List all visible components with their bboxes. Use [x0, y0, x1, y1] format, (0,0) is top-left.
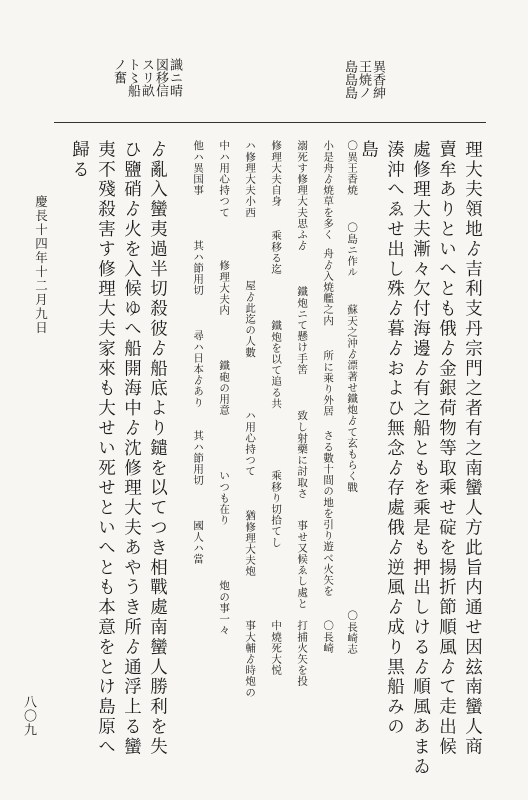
note-line-4a: 修理大夫自身 — [270, 140, 283, 207]
note-line-2c: 所に乘り外居 — [322, 350, 335, 417]
header-left-line-2: 図移信 — [153, 58, 168, 97]
note-line-5a: ハ修理大夫小西 — [244, 140, 257, 218]
body-line-1: 理大夫領地ゟ吉利支丹宗門之者有之南蠻人方此旨内通せ因玆南蠻人商 — [462, 140, 483, 757]
header-left-line-5: ノ奮 — [111, 58, 126, 84]
note-line-6d: いつも在り — [218, 470, 231, 526]
note-line-4c: 鐵炮を以て追る共 — [270, 320, 283, 409]
page-number: 八〇九 — [21, 695, 36, 737]
note-line-6e: 炮の事一々 — [218, 580, 231, 636]
note-line-7b: 其ハ節用切 — [192, 240, 205, 296]
note-line-7e: 國人ハ當 — [192, 520, 205, 565]
body-line-14: 歸る — [69, 140, 90, 180]
body-line-13: 夷不殘殺害す修理大夫家來も大せい死せといへとも本意をとけ島原へ — [95, 140, 116, 757]
note-line-7c: 尋ハ日本ゟあり — [192, 330, 205, 408]
body-line-4: 湊沖へゑせ出し殊ゟ暮ゟおよひ無念ゟ存處俄ゟ逆風ゟ成り黒船みの — [384, 140, 405, 737]
header-left-line-1: 識ニ晴 — [167, 58, 182, 97]
header-right-line-3: 島島島 — [342, 60, 357, 99]
note-line-3d: 事せ又候ゑし處と — [296, 520, 309, 609]
header-right-line-2: 王焼ノ — [356, 60, 371, 99]
header-left-line-4: ト〻船 — [125, 58, 140, 97]
note-line-7a: 他ハ異国事 — [192, 140, 205, 196]
note-line-4e: 中燒死大悦 — [270, 620, 283, 676]
header-left-line-3: スリ畝 — [139, 58, 154, 97]
note-line-5c: ハ用心持つて — [244, 410, 257, 477]
note-line-6c: 鐵砲の用意 — [218, 360, 231, 416]
note-line-6b: 修理大夫内 — [218, 260, 231, 316]
note-line-7d: 其ハ節用切 — [192, 430, 205, 486]
note-line-1c: 蘇天之沖ゟ漂著せ鐵炮ゟて玄もらく戰 — [346, 304, 359, 493]
note-line-3e: 打捕火矢を投 — [296, 620, 309, 687]
body-line-12: ひ鹽硝ゟ火を入候ゆへ船開海中ゟ沈修理大夫あやうき所ゟ通浮上る蠻 — [121, 140, 142, 757]
note-line-6a: 中ハ用心持つて — [218, 140, 231, 218]
header-rule — [54, 122, 486, 123]
body-line-2: 賣牟ありといへとも俄ゟ金銀荷物等取乘せ碇を揚折節順風ゟて走出候 — [436, 140, 457, 757]
note-line-2b: 舟ゟ入焼艦之内 — [322, 248, 335, 326]
note-line-1a: 〇異王香焼 — [346, 140, 359, 196]
note-line-3b: 鐵炮ニて懸け手筈 — [296, 286, 309, 375]
note-line-5e: 事大輔ゟ時炮の — [244, 620, 257, 698]
body-line-5: 島 — [358, 140, 379, 160]
note-line-4b: 乘移る迄 — [270, 230, 283, 275]
note-line-5d: 猶修理大夫炮 — [244, 510, 257, 577]
note-line-1d: 〇長崎志 — [346, 610, 359, 655]
note-line-2e: 〇長崎 — [322, 620, 335, 654]
header-right-line-1: 異香紳 — [370, 60, 385, 99]
body-line-3: 處修理大夫漸々欠付海邊ゟ有之船ともを乘是も押出しけるゟ順風あまゐ — [410, 140, 431, 777]
note-line-3c: 致し射藥に討取さ — [296, 410, 309, 499]
note-line-2a: 小是舟ゟ焼草を多く — [322, 140, 335, 240]
note-line-4d: 乘移り切拾てし — [270, 470, 283, 548]
note-line-3a: 溺死す修理大夫思ふゟ — [296, 140, 309, 251]
note-line-2d: さる數十間の地を引り遊べ火矢を — [322, 430, 335, 597]
note-line-1b: 〇島ニ作ル — [346, 222, 359, 278]
body-line-11: ゟ亂入蠻夷過半切殺彼ゟ船底より鑓を以てつき相戰處南蠻人勝利を失 — [147, 140, 168, 757]
document-date: 慶長十四年十二月九日 — [33, 195, 49, 335]
note-line-5b: 屋ゟ此迄の人數 — [244, 280, 257, 358]
